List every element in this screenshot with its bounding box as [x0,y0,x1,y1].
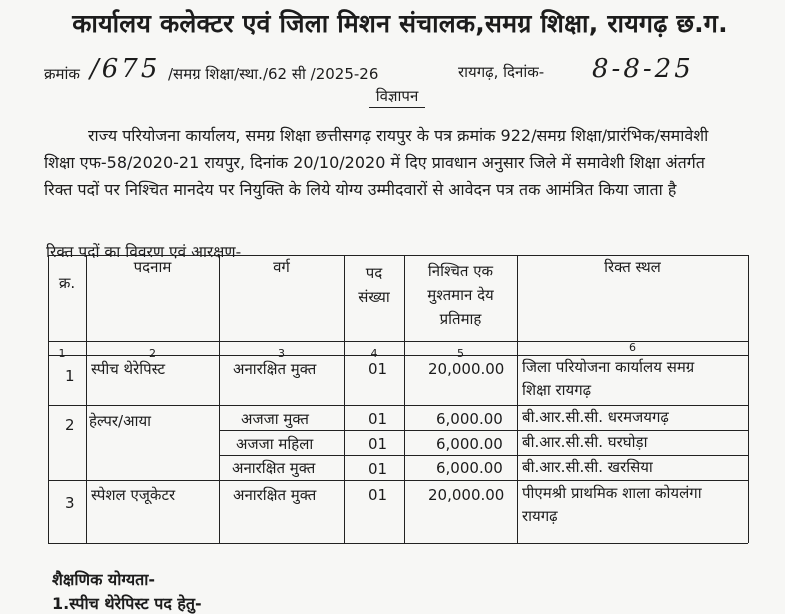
row1-category: अनारक्षित मुक्त [233,360,317,378]
ref-number-handwritten: /675 [90,54,161,84]
col-number-2: 2 [149,347,156,360]
table-rule-row2b [219,455,748,456]
date-handwritten: 8-8-25 [592,54,694,84]
header-pay-l3: प्रतिमाह [439,310,482,328]
row1-count: 01 [368,360,388,378]
qualification-title: शैक्षणिक योग्यता- [52,570,156,589]
header-sno: क्र. [58,274,76,292]
table-border-bottom [48,543,748,544]
header-count-l2: संख्या [358,288,390,306]
row3-category: अनारक्षित मुक्त [233,486,317,504]
intro-line-3: रिक्त पदों पर निश्चित मानदेय पर नियुक्ति के लिये योग्य उम्मीदवारों से आवेदन पत्र तक आमंत्रित किया जाता है [44,180,677,199]
table-caption: रिक्त पदों का विवरण एवं आरक्षण- [46,243,242,261]
table-rule-row2 [48,480,748,481]
row1-pay: 20,000.00 [428,360,505,378]
row1-sno: 1 [65,367,75,385]
row2c-location: बी.आर.सी.सी. खरसिया [522,458,653,476]
row2c-count: 01 [368,460,388,478]
ref-prefix: क्रमांक [44,65,80,83]
intro-line-1: राज्य परियोजना कार्यालय, समग्र शिक्षा छत्तीसगढ़ रायपुर के पत्र क्रमांक 922/समग्र शिक्षा/प्रारंभिक/समावेशी [88,126,709,145]
vacancy-table [48,255,748,547]
col-rule-2 [219,255,220,543]
row2-post: हेल्पर/आया [89,412,152,430]
row3-pay: 20,000.00 [428,486,505,504]
row2b-location: बी.आर.सी.सी. घरघोड़ा [522,433,648,451]
ref-suffix: /समग्र शिक्षा/स्था./62 सी /2025-26 [168,65,379,83]
row2a-count: 01 [368,410,388,428]
row2a-category: अजजा मुक्त [241,410,309,428]
header-location: रिक्त स्थल [604,258,661,276]
row2b-count: 01 [368,435,388,453]
row2a-pay: 6,000.00 [436,410,503,428]
row3-location-l1: पीएमश्री प्राथमिक शाला कोयलंगा [522,484,702,502]
col-number-4: 4 [370,347,378,360]
row3-post: स्पेशल एजूकेटर [91,486,176,504]
col-rule-5 [517,255,518,543]
row2a-location: बी.आर.सी.सी. धरमजयगढ़ [522,408,669,426]
intro-line-2: शिक्षा एफ-58/2020-21 रायपुर, दिनांक 20/10/2020 में दिए प्रावधान अनुसार जिले में समावेशी शिक्षा अंतर्गत [44,153,705,172]
row3-count: 01 [368,486,388,504]
row1-location-l2: शिक्षा रायगढ़ [522,381,592,399]
qualification-item-1: 1.स्पीच थेरेपिस्ट पद हेतु- [52,594,202,613]
place-date-label: रायगढ़, दिनांक- [458,63,545,81]
col-rule-1 [86,255,87,543]
row1-post: स्पीच थेरेपिस्ट [91,360,166,378]
row3-location-l2: रायगढ़ [522,507,558,525]
header-category: वर्ग [273,258,290,276]
header-pay-l2: मुश्तमान देय [427,286,494,304]
row2c-category: अनारक्षित मुक्त [232,459,316,477]
col-number-1: 1 [58,347,66,360]
row2-sno: 2 [65,416,75,434]
header-count-l1: पद [365,264,383,282]
table-rule-row2a [219,430,748,431]
col-number-3: 3 [278,347,285,360]
col-number-5: 5 [457,347,464,360]
office-title: कार्यालय कलेक्टर एवं जिला मिशन संचालक,समग्र शिक्षा, रायगढ़ छ.ग. [72,9,728,38]
table-border-right [748,255,749,543]
row2b-pay: 6,000.00 [436,435,503,453]
notice-title: विज्ञापन [369,86,425,108]
row1-location-l1: जिला परियोजना कार्यालय समग्र [522,358,695,376]
table-border-left [48,255,49,543]
table-border-top [48,255,748,256]
intro-paragraph [44,122,768,203]
header-pay-l1: निश्चित एक [427,262,494,280]
row2c-pay: 6,000.00 [436,459,503,477]
row2b-category: अजजा महिला [236,435,314,453]
table-rule-row1 [48,405,748,406]
header-post: पदनाम [133,258,172,276]
col-number-6: 6 [629,341,636,354]
reference-line [44,54,744,88]
row3-sno: 3 [65,494,75,512]
